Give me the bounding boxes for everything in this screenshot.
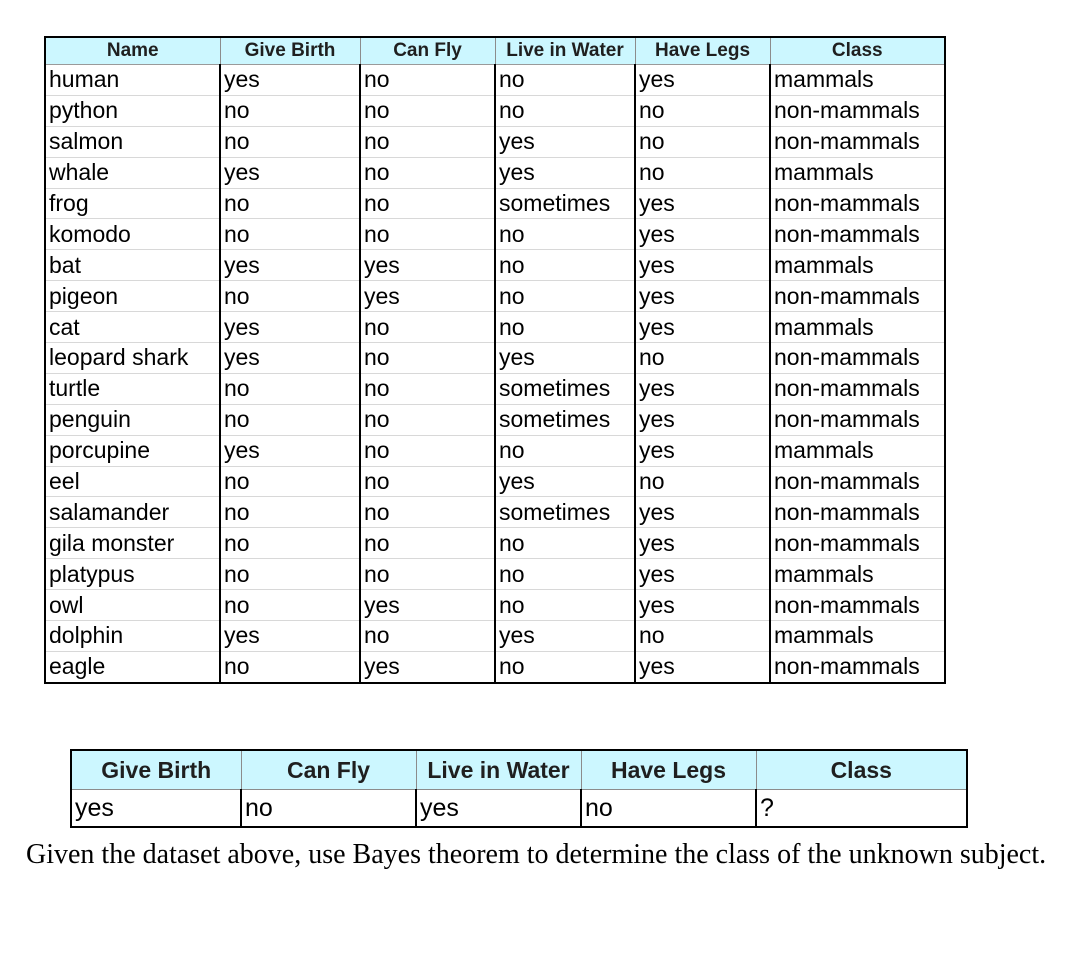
table-cell: komodo: [45, 219, 220, 250]
table-cell: no: [220, 497, 360, 528]
table-row: [45, 281, 945, 312]
table-cell: no: [360, 435, 495, 466]
table-cell: no: [360, 219, 495, 250]
table-cell: yes: [220, 343, 360, 374]
table-cell: mammals: [770, 157, 945, 188]
table-cell: no: [635, 95, 770, 126]
dataset-table: [44, 36, 946, 684]
table-cell: yes: [220, 312, 360, 343]
query-cell: no: [241, 790, 416, 828]
column-header: Give Birth: [220, 37, 360, 65]
column-header: Class: [770, 37, 945, 65]
table-cell: yes: [360, 250, 495, 281]
table-cell: salmon: [45, 126, 220, 157]
table-cell: non-mammals: [770, 528, 945, 559]
table-cell: no: [360, 188, 495, 219]
table-cell: no: [495, 312, 635, 343]
table-cell: non-mammals: [770, 343, 945, 374]
table-row: [45, 559, 945, 590]
table-cell: no: [495, 281, 635, 312]
table-cell: no: [495, 559, 635, 590]
column-header: Name: [45, 37, 220, 65]
table-cell: cat: [45, 312, 220, 343]
table-cell: no: [360, 621, 495, 652]
dataset-header-row: [45, 37, 945, 65]
table-cell: no: [635, 157, 770, 188]
table-cell: yes: [360, 281, 495, 312]
table-cell: non-mammals: [770, 466, 945, 497]
table-cell: python: [45, 95, 220, 126]
table-row: [45, 126, 945, 157]
table-cell: no: [635, 621, 770, 652]
table-cell: yes: [635, 312, 770, 343]
table-cell: mammals: [770, 312, 945, 343]
query-cell: ?: [756, 790, 967, 828]
table-cell: non-mammals: [770, 126, 945, 157]
table-cell: porcupine: [45, 435, 220, 466]
table-cell: pigeon: [45, 281, 220, 312]
table-cell: yes: [495, 157, 635, 188]
table-row: [45, 157, 945, 188]
table-row: [45, 528, 945, 559]
table-cell: yes: [635, 188, 770, 219]
query-cell: yes: [416, 790, 581, 828]
query-header-row: [71, 750, 967, 790]
table-cell: yes: [220, 250, 360, 281]
table-cell: non-mammals: [770, 651, 945, 683]
table-cell: sometimes: [495, 373, 635, 404]
table-cell: no: [220, 281, 360, 312]
table-cell: no: [360, 404, 495, 435]
table-cell: bat: [45, 250, 220, 281]
table-cell: mammals: [770, 435, 945, 466]
query-cell: yes: [71, 790, 241, 828]
table-cell: penguin: [45, 404, 220, 435]
table-cell: no: [360, 559, 495, 590]
table-cell: mammals: [770, 621, 945, 652]
table-cell: no: [360, 497, 495, 528]
table-cell: non-mammals: [770, 281, 945, 312]
table-cell: no: [220, 466, 360, 497]
table-row: [45, 621, 945, 652]
table-cell: no: [220, 651, 360, 683]
table-cell: non-mammals: [770, 219, 945, 250]
table-cell: dolphin: [45, 621, 220, 652]
query-table: [70, 749, 968, 828]
table-cell: gila monster: [45, 528, 220, 559]
table-cell: no: [220, 404, 360, 435]
table-cell: yes: [635, 250, 770, 281]
table-cell: yes: [495, 126, 635, 157]
table-cell: non-mammals: [770, 404, 945, 435]
table-cell: yes: [635, 373, 770, 404]
table-cell: non-mammals: [770, 188, 945, 219]
table-cell: no: [495, 65, 635, 96]
table-cell: yes: [635, 65, 770, 96]
column-header: Can Fly: [360, 37, 495, 65]
query-column-header: Have Legs: [581, 750, 756, 790]
table-cell: no: [360, 157, 495, 188]
table-cell: no: [220, 528, 360, 559]
table-cell: turtle: [45, 373, 220, 404]
dataset-body: [45, 65, 945, 684]
table-cell: sometimes: [495, 404, 635, 435]
table-row: [45, 651, 945, 683]
table-cell: no: [635, 126, 770, 157]
table-row: [45, 65, 945, 96]
table-cell: eagle: [45, 651, 220, 683]
table-cell: yes: [635, 559, 770, 590]
table-row: [45, 312, 945, 343]
table-cell: mammals: [770, 65, 945, 96]
table-cell: no: [360, 65, 495, 96]
table-cell: yes: [635, 497, 770, 528]
table-cell: platypus: [45, 559, 220, 590]
table-cell: yes: [635, 651, 770, 683]
query-column-header: Give Birth: [71, 750, 241, 790]
table-cell: yes: [220, 65, 360, 96]
table-cell: no: [495, 435, 635, 466]
table-row: [45, 435, 945, 466]
table-cell: yes: [635, 219, 770, 250]
table-cell: no: [220, 219, 360, 250]
table-cell: no: [360, 373, 495, 404]
table-row: [45, 188, 945, 219]
table-cell: no: [360, 528, 495, 559]
table-cell: no: [220, 373, 360, 404]
question-text: Given the dataset above, use Bayes theorem to determine the class of the unknown subject.: [26, 839, 1047, 870]
table-cell: yes: [220, 157, 360, 188]
table-row: [45, 343, 945, 374]
table-cell: yes: [495, 621, 635, 652]
table-row: [45, 497, 945, 528]
table-cell: yes: [635, 528, 770, 559]
table-cell: yes: [360, 590, 495, 621]
table-cell: no: [360, 343, 495, 374]
table-cell: yes: [495, 343, 635, 374]
table-row: [45, 219, 945, 250]
table-cell: yes: [635, 590, 770, 621]
table-cell: mammals: [770, 559, 945, 590]
table-cell: no: [495, 219, 635, 250]
table-cell: non-mammals: [770, 95, 945, 126]
table-cell: owl: [45, 590, 220, 621]
table-cell: no: [495, 528, 635, 559]
query-value-row: [71, 790, 967, 828]
query-column-header: Can Fly: [241, 750, 416, 790]
table-cell: whale: [45, 157, 220, 188]
table-row: [45, 250, 945, 281]
table-cell: no: [220, 126, 360, 157]
table-row: [45, 466, 945, 497]
table-cell: non-mammals: [770, 373, 945, 404]
table-cell: non-mammals: [770, 497, 945, 528]
table-cell: yes: [220, 435, 360, 466]
table-cell: mammals: [770, 250, 945, 281]
table-cell: no: [495, 95, 635, 126]
table-cell: yes: [635, 404, 770, 435]
table-cell: yes: [360, 651, 495, 683]
table-cell: no: [495, 250, 635, 281]
table-row: [45, 95, 945, 126]
column-header: Have Legs: [635, 37, 770, 65]
table-cell: yes: [635, 435, 770, 466]
table-cell: no: [360, 126, 495, 157]
table-cell: non-mammals: [770, 590, 945, 621]
table-row: [45, 590, 945, 621]
table-cell: no: [220, 188, 360, 219]
table-cell: no: [220, 559, 360, 590]
query-column-header: Class: [756, 750, 967, 790]
table-cell: no: [635, 343, 770, 374]
table-cell: yes: [635, 281, 770, 312]
table-cell: sometimes: [495, 188, 635, 219]
table-cell: no: [495, 590, 635, 621]
table-cell: salamander: [45, 497, 220, 528]
table-cell: no: [360, 95, 495, 126]
column-header: Live in Water: [495, 37, 635, 65]
table-cell: no: [360, 466, 495, 497]
table-cell: frog: [45, 188, 220, 219]
table-cell: no: [360, 312, 495, 343]
table-row: [45, 373, 945, 404]
table-row: [45, 404, 945, 435]
table-cell: sometimes: [495, 497, 635, 528]
table-cell: yes: [220, 621, 360, 652]
query-cell: no: [581, 790, 756, 828]
table-cell: no: [220, 590, 360, 621]
table-cell: no: [495, 651, 635, 683]
table-cell: leopard shark: [45, 343, 220, 374]
table-cell: eel: [45, 466, 220, 497]
table-cell: no: [220, 95, 360, 126]
table-cell: no: [635, 466, 770, 497]
table-cell: human: [45, 65, 220, 96]
query-column-header: Live in Water: [416, 750, 581, 790]
table-cell: yes: [495, 466, 635, 497]
